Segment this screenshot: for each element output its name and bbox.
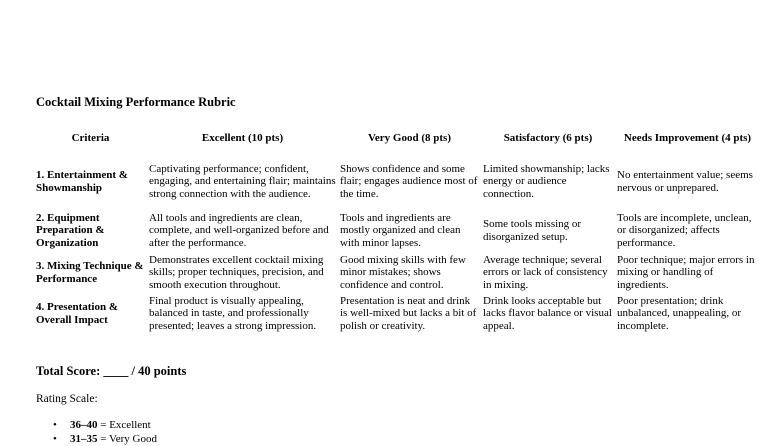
excellent-cell: Demonstrates excellent cocktail mixing skills; proper techniques, precision, and smooth execution throughout. xyxy=(149,253,324,291)
rubric-table xyxy=(34,122,760,334)
criterion-cell: 1. Entertainment & Showmanship xyxy=(36,169,128,194)
table-header-row xyxy=(34,122,760,154)
list-item xyxy=(36,418,157,432)
rating-label: = Very Good xyxy=(97,433,157,445)
bullet-icon: • xyxy=(53,419,57,431)
rating-label: = Excellent xyxy=(97,419,151,431)
satisfactory-cell: Drink looks acceptable but lacks flavor balance or visual appeal. xyxy=(483,294,612,332)
excellent-cell: Captivating performance; confident, engaging, and entertaining flair; maintains strong connection with the audience. xyxy=(149,162,336,200)
satisfactory-cell: Average technique; several errors or lack of consistency in mixing. xyxy=(483,253,608,291)
criterion-cell: 3. Mixing Technique & Performance xyxy=(36,260,144,285)
table-row xyxy=(34,209,760,252)
needs-improvement-cell: Poor technique; major errors in mixing or handling of ingredients. xyxy=(617,253,755,291)
satisfactory-cell: Limited showmanship; lacks energy or audience connection. xyxy=(483,162,610,200)
table-row xyxy=(34,293,760,334)
rating-scale-label: Rating Scale: xyxy=(36,393,98,405)
header-excellent: Excellent (10 pts) xyxy=(201,131,284,144)
needs-improvement-cell: Tools are incomplete, unclean, or disorganized; affects performance. xyxy=(617,211,752,249)
header-needs-improvement: Needs Improvement (4 pts) xyxy=(623,131,752,144)
very-good-cell: Presentation is neat and drink is well-mixed but lacks a bit of polish or creativity. xyxy=(340,294,477,332)
header-satisfactory: Satisfactory (6 pts) xyxy=(503,131,593,144)
very-good-cell: Tools and ingredients are mostly organized and clean with minor lapses. xyxy=(340,211,461,249)
table-row xyxy=(34,252,760,293)
header-criteria: Criteria xyxy=(71,131,110,144)
rating-scale-list xyxy=(36,418,157,446)
satisfactory-cell: Some tools missing or disorganized setup. xyxy=(483,218,582,243)
needs-improvement-cell: No entertainment value; seems nervous or unprepared. xyxy=(617,169,753,194)
needs-improvement-cell: Poor presentation; drink unbalanced, unappealing, or incomplete. xyxy=(617,294,742,332)
rating-range: 31–35 xyxy=(70,433,98,445)
header-very-good: Very Good (8 pts) xyxy=(367,131,451,144)
list-item xyxy=(36,432,157,446)
bullet-icon: • xyxy=(53,433,57,445)
excellent-cell: All tools and ingredients are clean, complete, and well-organized before and after the performance. xyxy=(149,211,329,249)
total-score: Total Score: ____ / 40 points xyxy=(36,364,187,378)
criterion-cell: 2. Equipment Preparation & Organization xyxy=(36,211,105,249)
very-good-cell: Shows confidence and some flair; engages audience most of the time. xyxy=(340,162,478,200)
table-row xyxy=(34,154,760,209)
excellent-cell: Final product is visually appealing, balanced in taste, and professionally presented; leaves a strong impression. xyxy=(149,294,317,332)
criterion-cell: 4. Presentation & Overall Impact xyxy=(36,301,118,326)
very-good-cell: Good mixing skills with few minor mistakes; shows confidence and control. xyxy=(340,253,466,291)
document-title: Cocktail Mixing Performance Rubric xyxy=(36,95,236,109)
rating-range: 36–40 xyxy=(70,419,98,431)
